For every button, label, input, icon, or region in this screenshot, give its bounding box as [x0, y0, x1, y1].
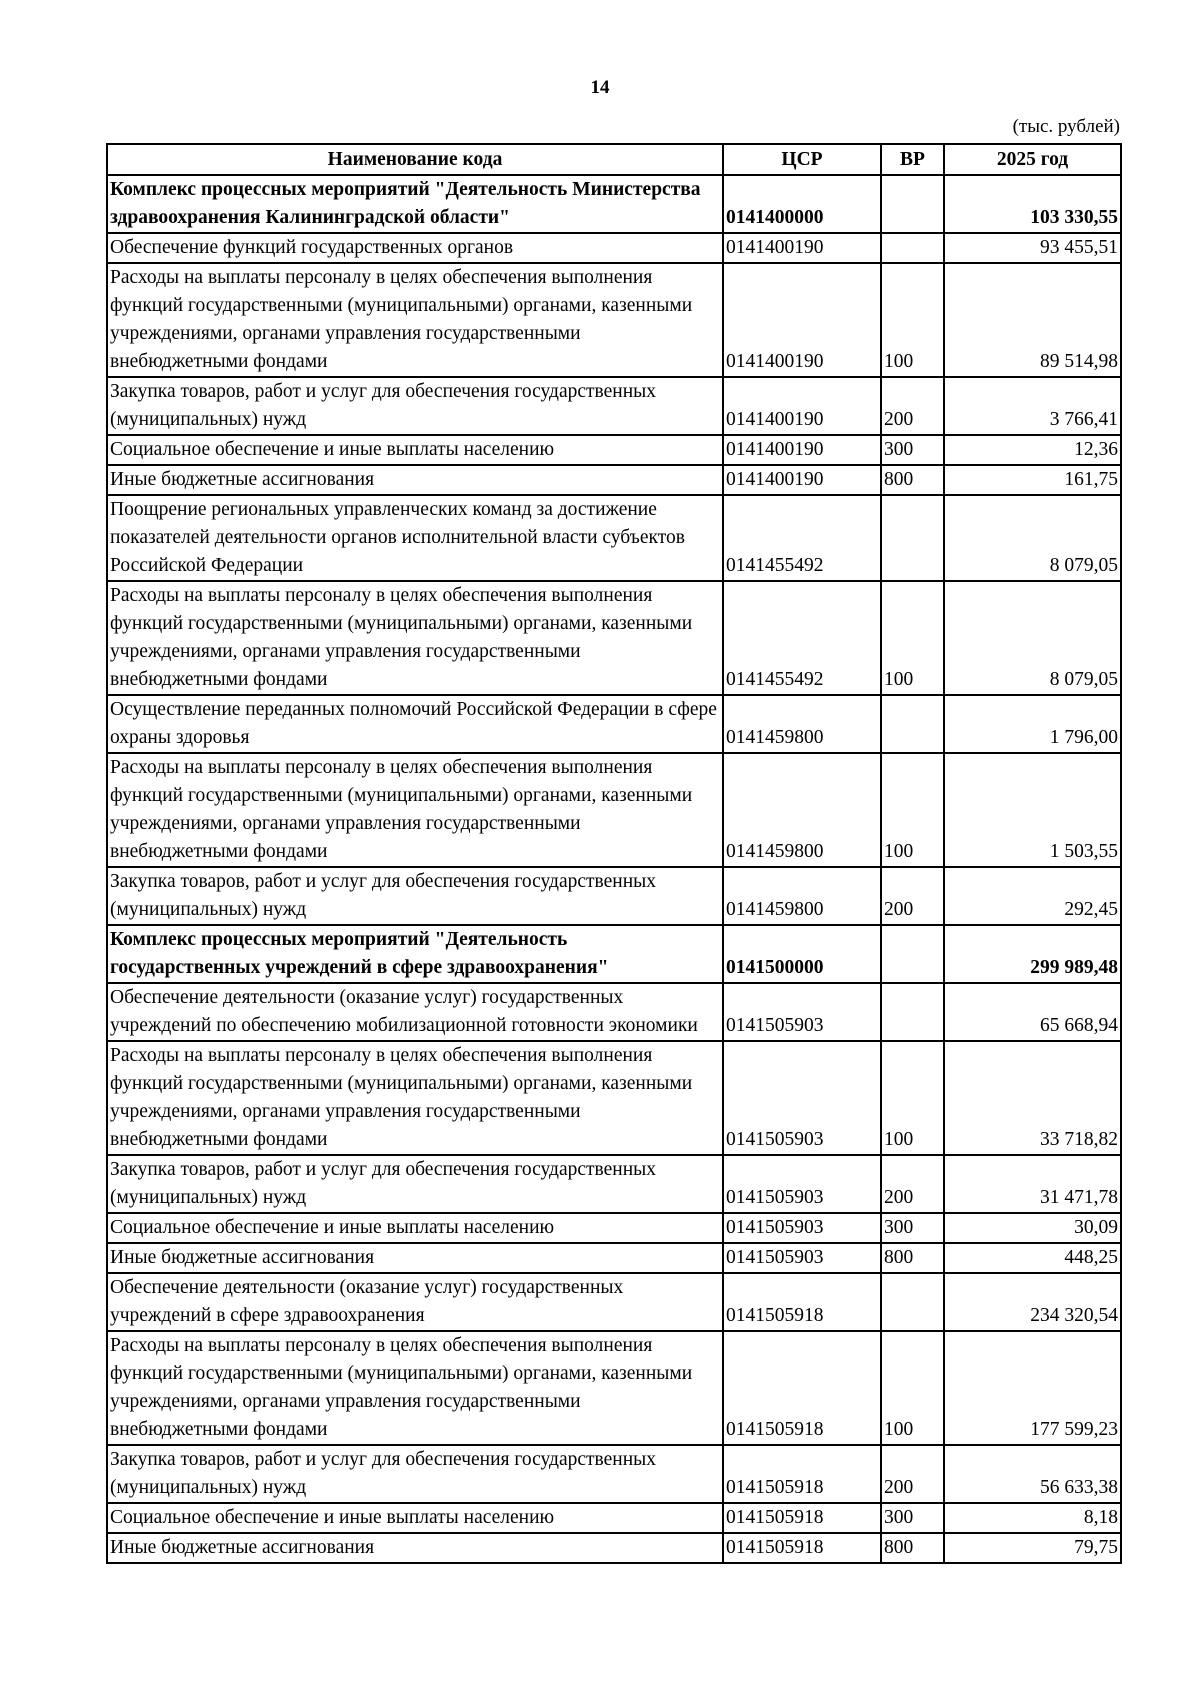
table-row	[107, 495, 1121, 581]
table-row	[107, 695, 1121, 753]
cell-name: Обеспечение деятельности (оказание услуг) государственных учреждений по обеспечению мобилизационной готовности экономики	[107, 983, 723, 1041]
cell-sum: 12,36	[944, 435, 1121, 465]
table-body	[107, 175, 1121, 1563]
cell-sum: 292,45	[944, 867, 1121, 925]
table-row	[107, 1213, 1121, 1243]
header-csr: ЦСР	[723, 144, 881, 175]
cell-name: Расходы на выплаты персоналу в целях обеспечения выполнения функций государственными (муниципальными) органами, казенными учреждениями, органами управления государственными внебюджетными фондами	[107, 1041, 723, 1155]
cell-csr: 0141400190	[723, 465, 881, 495]
cell-sum: 448,25	[944, 1243, 1121, 1273]
cell-name: Иные бюджетные ассигнования	[107, 465, 723, 495]
cell-name: Закупка товаров, работ и услуг для обеспечения государственных (муниципальных) нужд	[107, 1445, 723, 1503]
cell-name: Комплекс процессных мероприятий "Деятельность Министерства здравоохранения Калининградской области"	[107, 175, 723, 233]
cell-csr: 0141505903	[723, 1213, 881, 1243]
cell-vr: 100	[881, 1331, 944, 1445]
cell-name: Расходы на выплаты персоналу в целях обеспечения выполнения функций государственными (муниципальными) органами, казенными учреждениями, органами управления государственными внебюджетными фондами	[107, 581, 723, 695]
cell-name: Иные бюджетные ассигнования	[107, 1533, 723, 1563]
cell-name: Социальное обеспечение и иные выплаты населению	[107, 1503, 723, 1533]
table-row	[107, 1273, 1121, 1331]
cell-csr: 0141505918	[723, 1503, 881, 1533]
cell-csr: 0141505903	[723, 1243, 881, 1273]
cell-vr: 300	[881, 1213, 944, 1243]
budget-table	[106, 143, 1122, 1564]
cell-name: Социальное обеспечение и иные выплаты населению	[107, 1213, 723, 1243]
table-row	[107, 465, 1121, 495]
cell-vr: 100	[881, 263, 944, 377]
cell-name: Обеспечение функций государственных органов	[107, 233, 723, 263]
cell-name: Иные бюджетные ассигнования	[107, 1243, 723, 1273]
cell-csr: 0141500000	[723, 925, 881, 983]
cell-name: Расходы на выплаты персоналу в целях обеспечения выполнения функций государственными (муниципальными) органами, казенными учреждениями, органами управления государственными внебюджетными фондами	[107, 753, 723, 867]
table-row	[107, 233, 1121, 263]
cell-sum: 234 320,54	[944, 1273, 1121, 1331]
cell-name: Осуществление переданных полномочий Российской Федерации в сфере охраны здоровья	[107, 695, 723, 753]
cell-name: Закупка товаров, работ и услуг для обеспечения государственных (муниципальных) нужд	[107, 1155, 723, 1213]
cell-vr: 800	[881, 1533, 944, 1563]
cell-csr: 0141455492	[723, 495, 881, 581]
table-row	[107, 1331, 1121, 1445]
cell-vr	[881, 233, 944, 263]
cell-name: Закупка товаров, работ и услуг для обеспечения государственных (муниципальных) нужд	[107, 377, 723, 435]
table-row	[107, 175, 1121, 233]
header-vr: ВР	[881, 144, 944, 175]
cell-vr: 200	[881, 1155, 944, 1213]
cell-csr: 0141505918	[723, 1331, 881, 1445]
table-row	[107, 581, 1121, 695]
table-row	[107, 1155, 1121, 1213]
cell-csr: 0141400190	[723, 377, 881, 435]
cell-sum: 8 079,05	[944, 581, 1121, 695]
cell-vr: 100	[881, 753, 944, 867]
table-row	[107, 377, 1121, 435]
cell-vr	[881, 495, 944, 581]
cell-sum: 8 079,05	[944, 495, 1121, 581]
cell-sum: 65 668,94	[944, 983, 1121, 1041]
cell-vr: 200	[881, 867, 944, 925]
cell-name: Обеспечение деятельности (оказание услуг) государственных учреждений в сфере здравоохранения	[107, 1273, 723, 1331]
cell-csr: 0141505903	[723, 1041, 881, 1155]
cell-sum: 299 989,48	[944, 925, 1121, 983]
cell-csr: 0141505918	[723, 1273, 881, 1331]
cell-vr: 300	[881, 435, 944, 465]
cell-name: Закупка товаров, работ и услуг для обеспечения государственных (муниципальных) нужд	[107, 867, 723, 925]
cell-vr	[881, 983, 944, 1041]
table-header-row	[107, 144, 1121, 175]
cell-vr: 200	[881, 1445, 944, 1503]
header-year: 2025 год	[944, 144, 1121, 175]
table-row	[107, 1533, 1121, 1563]
cell-vr: 100	[881, 1041, 944, 1155]
table-row	[107, 1445, 1121, 1503]
cell-vr	[881, 1273, 944, 1331]
cell-csr: 0141505903	[723, 983, 881, 1041]
cell-csr: 0141505903	[723, 1155, 881, 1213]
table-row	[107, 983, 1121, 1041]
cell-csr: 0141455492	[723, 581, 881, 695]
cell-vr	[881, 925, 944, 983]
table-row	[107, 925, 1121, 983]
cell-sum: 161,75	[944, 465, 1121, 495]
cell-sum: 1 796,00	[944, 695, 1121, 753]
cell-name: Расходы на выплаты персоналу в целях обеспечения выполнения функций государственными (муниципальными) органами, казенными учреждениями, органами управления государственными внебюджетными фондами	[107, 1331, 723, 1445]
cell-name: Расходы на выплаты персоналу в целях обеспечения выполнения функций государственными (муниципальными) органами, казенными учреждениями, органами управления государственными внебюджетными фондами	[107, 263, 723, 377]
unit-note: (тыс. рублей)	[1012, 116, 1120, 137]
page-number: 14	[590, 77, 610, 98]
cell-vr	[881, 175, 944, 233]
cell-sum: 93 455,51	[944, 233, 1121, 263]
cell-vr: 200	[881, 377, 944, 435]
cell-sum: 1 503,55	[944, 753, 1121, 867]
cell-sum: 33 718,82	[944, 1041, 1121, 1155]
cell-csr: 0141400190	[723, 263, 881, 377]
cell-csr: 0141505918	[723, 1533, 881, 1563]
cell-vr: 800	[881, 1243, 944, 1273]
cell-csr: 0141459800	[723, 753, 881, 867]
cell-sum: 30,09	[944, 1213, 1121, 1243]
cell-csr: 0141400190	[723, 435, 881, 465]
cell-sum: 31 471,78	[944, 1155, 1121, 1213]
cell-csr: 0141400000	[723, 175, 881, 233]
cell-sum: 8,18	[944, 1503, 1121, 1533]
cell-sum: 3 766,41	[944, 377, 1121, 435]
table-row	[107, 435, 1121, 465]
cell-sum: 56 633,38	[944, 1445, 1121, 1503]
table-row	[107, 1503, 1121, 1533]
cell-csr: 0141459800	[723, 695, 881, 753]
cell-sum: 89 514,98	[944, 263, 1121, 377]
cell-vr: 100	[881, 581, 944, 695]
header-name: Наименование кода	[107, 144, 723, 175]
cell-name: Поощрение региональных управленческих команд за достижение показателей деятельности органов исполнительной власти субъектов Российской Федерации	[107, 495, 723, 581]
table-row	[107, 263, 1121, 377]
cell-csr: 0141459800	[723, 867, 881, 925]
cell-vr	[881, 695, 944, 753]
cell-sum: 103 330,55	[944, 175, 1121, 233]
cell-name: Социальное обеспечение и иные выплаты населению	[107, 435, 723, 465]
cell-sum: 79,75	[944, 1533, 1121, 1563]
table-row	[107, 1243, 1121, 1273]
table-row	[107, 1041, 1121, 1155]
cell-csr: 0141505918	[723, 1445, 881, 1503]
cell-csr: 0141400190	[723, 233, 881, 263]
cell-vr: 800	[881, 465, 944, 495]
table-row	[107, 867, 1121, 925]
cell-sum: 177 599,23	[944, 1331, 1121, 1445]
cell-vr: 300	[881, 1503, 944, 1533]
table-row	[107, 753, 1121, 867]
cell-name: Комплекс процессных мероприятий "Деятельность государственных учреждений в сфере здравоохранения"	[107, 925, 723, 983]
